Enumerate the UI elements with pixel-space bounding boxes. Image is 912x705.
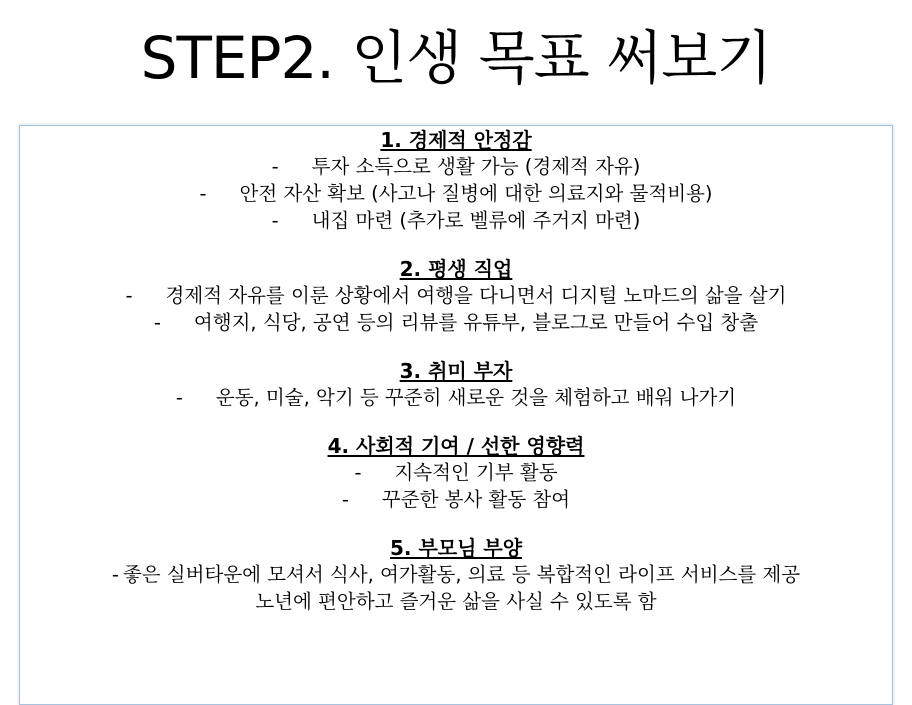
dash-marker: -: [153, 311, 161, 334]
list-item: - 내집 마련 (추가로 벨류에 주거지 마련): [271, 209, 641, 232]
list-item: - 지속적인 기부 활동: [354, 461, 558, 484]
list-item: 노년에 편안하고 즐거운 삶을 사실 수 있도록 함: [255, 590, 657, 613]
dash-marker: -: [354, 461, 362, 484]
dash-marker: -: [271, 155, 279, 178]
list-item: - 여행지, 식당, 공연 등의 리뷰를 유튜부, 블로그로 만들어 수입 창출: [153, 311, 759, 334]
list-item: - 경제적 자유를 이룬 상황에서 여행을 다니면서 디지털 노마드의 삶을 살기: [125, 284, 787, 307]
list-item: - 꾸준한 봉사 활동 참여: [341, 488, 571, 511]
section-heading: 3. 취미 부자: [399, 359, 513, 383]
slide-title: STEP2. 인생 목표 써보기: [140, 24, 772, 92]
section-lifelong-career: [0, 256, 912, 336]
list-item: - 좋은 실버타운에 모셔서 식사, 여가활동, 의료 등 복합적인 라이프 서비스를 제공: [111, 563, 801, 586]
list-item: - 투자 소득으로 생활 가능 (경제적 자유): [271, 155, 641, 178]
section-parent-support: [0, 535, 912, 615]
section-heading: 2. 평생 직업: [399, 257, 513, 281]
dash-marker: -: [125, 284, 133, 307]
section-heading: 5. 부모님 부양: [389, 536, 523, 560]
section-hobbies: [0, 358, 912, 411]
dash-marker: -: [175, 386, 183, 409]
section-economic-stability: [0, 127, 912, 234]
dash-marker: -: [271, 209, 279, 232]
section-social-contribution: [0, 433, 912, 513]
dash-marker: -: [341, 488, 349, 511]
list-item: - 안전 자산 확보 (사고나 질병에 대한 의료지와 물적비용): [199, 182, 713, 205]
section-heading: 4. 사회적 기여 / 선한 영향력: [327, 434, 585, 458]
goals-content: [0, 127, 912, 637]
section-heading: 1. 경제적 안정감: [380, 128, 532, 152]
dash-marker: -: [111, 563, 119, 586]
dash-marker: -: [199, 182, 207, 205]
list-item: - 운동, 미술, 악기 등 꾸준히 새로운 것을 체험하고 배워 나가기: [175, 386, 737, 409]
